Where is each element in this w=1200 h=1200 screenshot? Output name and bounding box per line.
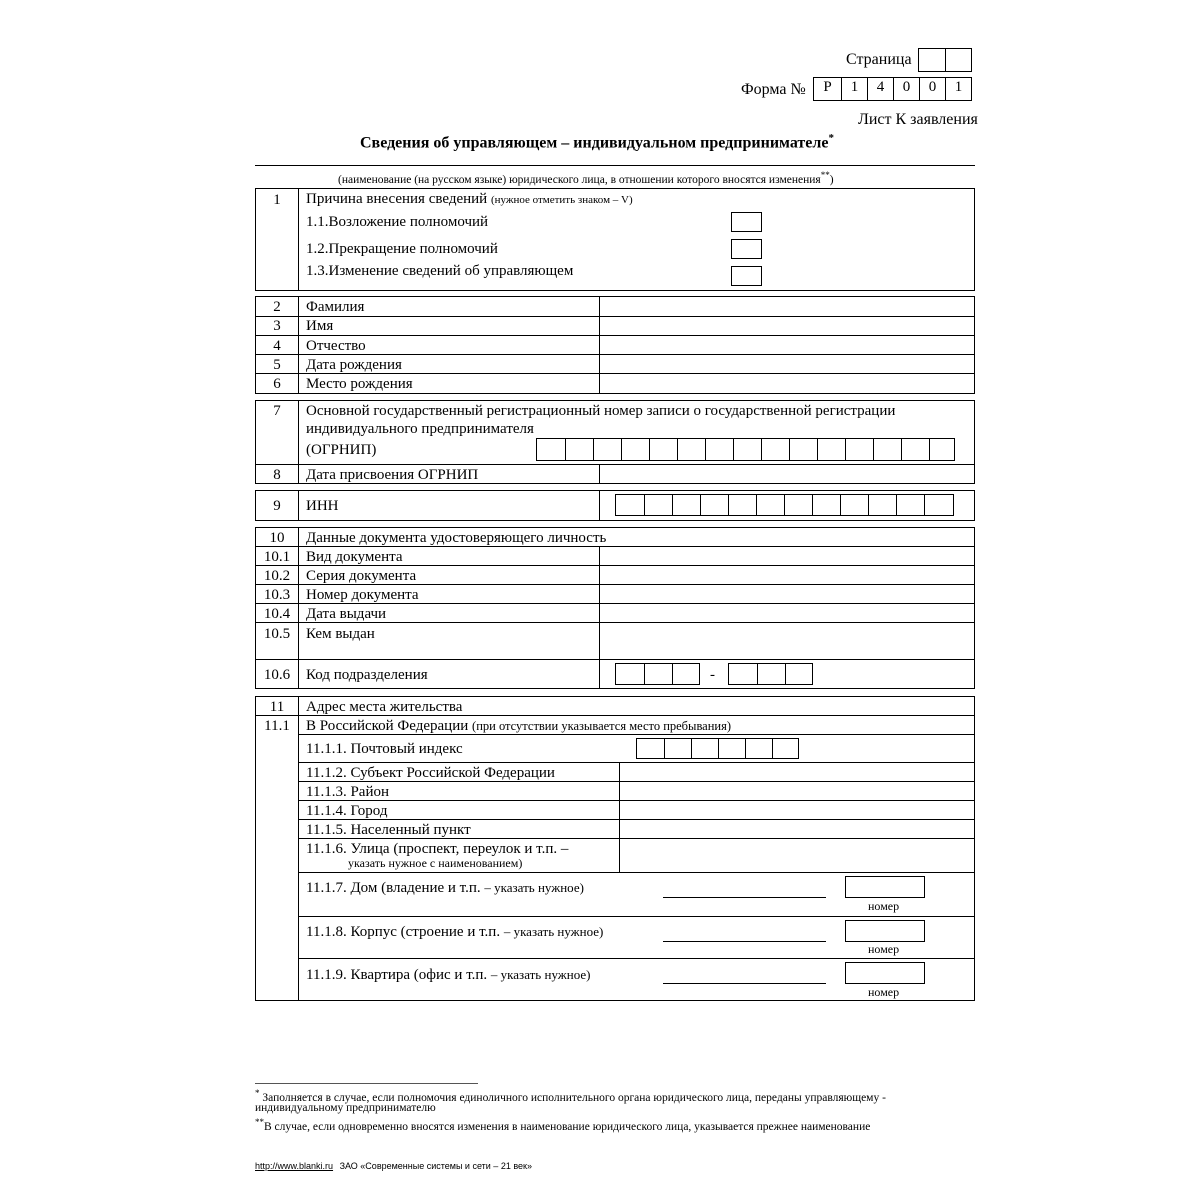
inn-digit-cell[interactable] — [924, 495, 953, 515]
code-digit-cell[interactable] — [785, 664, 812, 684]
row-number: 10 — [269, 530, 285, 546]
reason-hint: (нужное отметить знаком – V) — [490, 194, 633, 206]
form-code-cell: 0 — [893, 78, 919, 100]
issue-date-label: Дата выдачи — [306, 606, 387, 622]
patronymic-field[interactable] — [600, 336, 974, 354]
row-number: 2 — [273, 299, 281, 315]
reason-option-checkbox[interactable] — [731, 212, 762, 232]
postal-digit-cell[interactable] — [691, 739, 718, 758]
publisher-name: ЗАО «Современные системы и сети – 21 век» — [339, 1161, 532, 1171]
postal-digit-cell[interactable] — [718, 739, 745, 758]
ogrnip-digit-cell[interactable] — [677, 439, 705, 460]
first-name-label: Имя — [306, 318, 334, 334]
row-number: 4 — [273, 338, 281, 354]
footnote-2-text: В случае, если одновременно вносятся изменения в наименование юридического лица, указывается прежнее наименование — [264, 1120, 871, 1133]
footnote-1-cont: индивидуальному предпринимателю — [255, 1102, 436, 1114]
building-label-text: 11.1.8. Корпус (строение и т.п. — [306, 924, 501, 940]
postal-code-label: 11.1.1. Почтовый индекс — [306, 741, 463, 757]
apartment-label-text: 11.1.9. Квартира (офис и т.п. — [306, 967, 488, 983]
ogrnip-digit-cell[interactable] — [845, 439, 873, 460]
entity-caption-close: ) — [829, 173, 834, 186]
address-rf-text: В Российской Федерации — [306, 718, 469, 734]
section-number: 1 — [273, 192, 281, 208]
row-number: 10.2 — [263, 568, 291, 584]
inn-digit-cell[interactable] — [840, 495, 868, 515]
row-number: 6 — [273, 376, 281, 392]
birth-place-label: Место рождения — [306, 376, 413, 392]
row-number: 9 — [273, 498, 281, 514]
row-number: 5 — [273, 357, 281, 373]
inn-digit-cell[interactable] — [644, 495, 672, 515]
title-footnote-mark: * — [828, 132, 834, 144]
reason-title-text: Причина внесения сведений — [306, 191, 488, 207]
footnote-separator — [255, 1083, 478, 1084]
house-hint: – указать нужное) — [484, 880, 584, 895]
street-hint: указать нужное с наименованием) — [348, 856, 523, 870]
document-title: Данные документа удостоверяющего личность — [306, 530, 607, 546]
ogrnip-label-line3: (ОГРНИП) — [306, 442, 377, 458]
publisher-line — [255, 1159, 532, 1173]
footnote-1-mark: * — [255, 1088, 260, 1098]
house-type-line[interactable] — [663, 897, 826, 898]
inn-input-boxes[interactable] — [615, 494, 954, 516]
address-title: Адрес места жительства — [306, 699, 463, 715]
city-label: 11.1.4. Город — [306, 803, 388, 819]
reason-option-checkbox[interactable] — [731, 266, 762, 286]
inn-digit-cell[interactable] — [868, 495, 896, 515]
document-number-field[interactable] — [600, 585, 974, 603]
entity-caption-text: (наименование (на русском языке) юридического лица, в отношении которого вносятся изменения — [338, 173, 821, 186]
inn-digit-cell[interactable] — [896, 495, 924, 515]
division-code-dash: - — [710, 667, 715, 683]
reason-option-label: 1.2.Прекращение полномочий — [306, 241, 498, 257]
form-code-cell: 1 — [841, 78, 867, 100]
document-type-label: Вид документа — [306, 549, 403, 565]
postal-digit-cell[interactable] — [637, 739, 664, 758]
form-code-boxes — [813, 77, 972, 101]
form-label: Форма № — [741, 81, 806, 98]
form-code-cell: Р — [823, 79, 832, 95]
district-label: 11.1.3. Район — [306, 784, 389, 800]
row-line — [255, 659, 975, 660]
sheet-label: Лист К заявления — [858, 111, 978, 128]
inn-digit-cell[interactable] — [672, 495, 700, 515]
birth-date-label: Дата рождения — [306, 357, 402, 373]
apartment-number-box[interactable] — [845, 962, 925, 984]
region-label: 11.1.2. Субъект Российской Федерации — [306, 765, 555, 781]
building-hint: – указать нужное) — [503, 924, 604, 939]
footnote-1-text: Заполняется в случае, если полномочия единоличного исполнительного органа юридического лица, переданы управляющему - — [262, 1091, 886, 1104]
surname-field[interactable] — [600, 297, 974, 315]
row-number: 3 — [273, 318, 281, 334]
row-number: 11 — [269, 699, 285, 715]
inn-digit-cell[interactable] — [700, 495, 728, 515]
ogrnip-digit-cell[interactable] — [873, 439, 901, 460]
inn-digit-cell[interactable] — [728, 495, 756, 515]
house-label — [306, 879, 584, 897]
page-title-text: Сведения об управляющем – индивидуальном предпринимателе — [360, 134, 829, 152]
publisher-url-link[interactable]: http://www.blanki.ru — [255, 1161, 334, 1171]
ogrnip-digit-cell[interactable] — [705, 439, 733, 460]
address-rf-hint: (при отсутствии указывается место пребывания) — [472, 719, 732, 733]
reason-title — [306, 190, 633, 209]
inn-digit-cell[interactable] — [756, 495, 784, 515]
form-code-cell: 0 — [919, 78, 945, 100]
row-number: 10.4 — [263, 606, 291, 622]
ogrnip-digit-cell[interactable] — [593, 439, 621, 460]
ogrnip-input-boxes[interactable] — [536, 438, 955, 461]
locality-label: 11.1.5. Населенный пункт — [306, 822, 471, 838]
code-digit-cell[interactable] — [644, 664, 672, 684]
document-type-field[interactable] — [600, 547, 974, 565]
code-digit-cell[interactable] — [729, 664, 757, 684]
document-series-field[interactable] — [600, 566, 974, 584]
ogrnip-digit-cell[interactable] — [929, 439, 954, 460]
page-digit-cell[interactable] — [945, 49, 971, 71]
row-number: 11.1 — [264, 718, 290, 734]
birth-date-field[interactable] — [600, 355, 974, 373]
ogrnip-digit-cell[interactable] — [733, 439, 761, 460]
building-number-box[interactable] — [845, 920, 925, 942]
ogrnip-date-label: Дата присвоения ОГРНИП — [306, 467, 479, 483]
page-title — [360, 129, 834, 152]
page-number-boxes[interactable] — [918, 48, 972, 72]
division-code-label: Код подразделения — [306, 667, 428, 683]
entity-caption — [338, 166, 834, 189]
division-code-part2[interactable] — [728, 663, 813, 685]
row-number: 8 — [273, 467, 281, 483]
apartment-label — [306, 966, 590, 984]
ogrnip-digit-cell[interactable] — [537, 439, 565, 460]
row-number: 7 — [273, 403, 281, 419]
issued-by-field[interactable] — [600, 623, 974, 658]
district-field[interactable] — [620, 782, 974, 800]
row-number: 10.3 — [263, 587, 291, 603]
inn-label: ИНН — [306, 498, 339, 514]
entity-caption-mark: ** — [820, 170, 830, 180]
street-label: 11.1.6. Улица (проспект, переулок и т.п. – — [306, 841, 569, 857]
row-number: 10.5 — [263, 626, 291, 642]
inn-digit-cell[interactable] — [784, 495, 812, 515]
ogrnip-label-line1: Основной государственный регистрационный номер записи о государственной регистрации — [306, 403, 896, 419]
apartment-type-line[interactable] — [663, 983, 826, 984]
postal-code-boxes[interactable] — [636, 738, 799, 759]
region-field[interactable] — [620, 763, 974, 781]
code-digit-cell[interactable] — [616, 664, 644, 684]
building-type-line[interactable] — [663, 941, 826, 942]
code-digit-cell[interactable] — [757, 664, 785, 684]
birth-place-field[interactable] — [600, 374, 974, 392]
reason-option-label: 1.3.Изменение сведений об управляющем — [306, 263, 574, 279]
ogrnip-digit-cell[interactable] — [621, 439, 649, 460]
ogrnip-digit-cell[interactable] — [817, 439, 845, 460]
ogrnip-digit-cell[interactable] — [565, 439, 593, 460]
reason-option-checkbox[interactable] — [731, 239, 762, 259]
inn-digit-cell[interactable] — [812, 495, 840, 515]
form-code-cell: 4 — [867, 78, 893, 100]
footnote-2 — [255, 1115, 979, 1134]
row-number: 10.1 — [263, 549, 291, 565]
number-caption: номер — [868, 985, 900, 999]
city-field[interactable] — [620, 801, 974, 819]
locality-field[interactable] — [620, 820, 974, 838]
row-line — [298, 958, 975, 959]
postal-digit-cell[interactable] — [772, 739, 798, 758]
ogrnip-date-field[interactable] — [600, 465, 974, 483]
building-label — [306, 923, 603, 941]
ogrnip-digit-cell[interactable] — [649, 439, 677, 460]
code-digit-cell[interactable] — [672, 664, 699, 684]
document-series-label: Серия документа — [306, 568, 417, 584]
footnote-2-mark: ** — [255, 1117, 264, 1127]
row-line — [298, 872, 975, 873]
house-number-box[interactable] — [845, 876, 925, 898]
address-rf-title — [306, 717, 731, 735]
ogrnip-digit-cell[interactable] — [761, 439, 789, 460]
ogrnip-digit-cell[interactable] — [789, 439, 817, 460]
ogrnip-label-line2: индивидуального предпринимателя — [306, 421, 534, 437]
issue-date-field[interactable] — [600, 604, 974, 622]
number-caption: номер — [868, 942, 900, 956]
row-number: 10.6 — [263, 667, 291, 683]
number-caption: номер — [868, 899, 900, 913]
page-label: Страница — [846, 51, 912, 68]
patronymic-label: Отчество — [306, 338, 366, 354]
ogrnip-digit-cell[interactable] — [901, 439, 929, 460]
surname-label: Фамилия — [306, 299, 365, 315]
postal-digit-cell[interactable] — [664, 739, 691, 758]
form-code-cell: 1 — [945, 78, 971, 100]
reason-option-label: 1.1.Возложение полномочий — [306, 214, 489, 230]
document-number-label: Номер документа — [306, 587, 419, 603]
issued-by-label: Кем выдан — [306, 626, 375, 642]
house-label-text: 11.1.7. Дом (владение и т.п. — [306, 880, 481, 896]
street-field[interactable] — [620, 839, 974, 872]
row-line — [298, 916, 975, 917]
first-name-field[interactable] — [600, 317, 974, 335]
divider — [599, 490, 600, 521]
division-code-part1[interactable] — [615, 663, 700, 685]
postal-digit-cell[interactable] — [745, 739, 772, 758]
divider — [298, 696, 299, 1001]
apartment-hint: – указать нужное) — [490, 967, 591, 982]
inn-digit-cell[interactable] — [616, 495, 644, 515]
page-digit-cell[interactable] — [919, 49, 945, 71]
